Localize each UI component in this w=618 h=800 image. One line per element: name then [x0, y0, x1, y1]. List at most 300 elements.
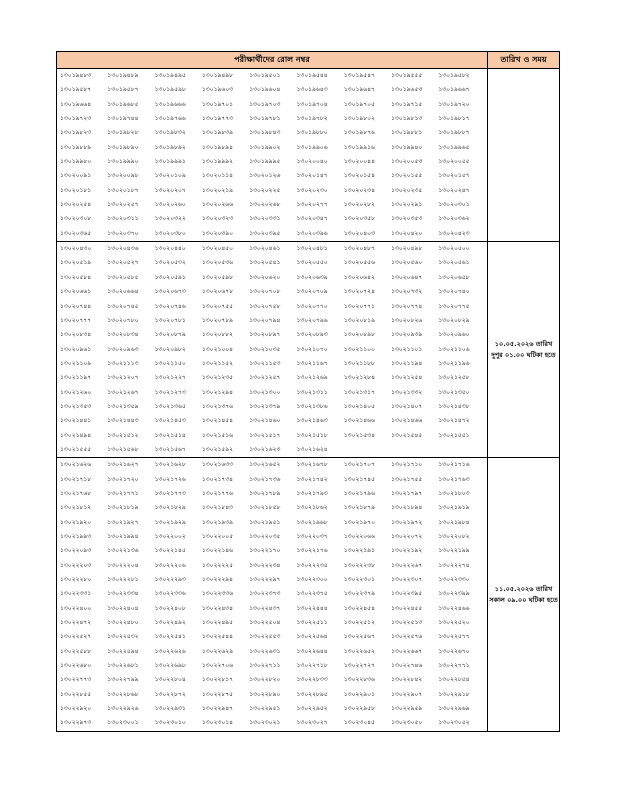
roll-number: ১৩০২০২৬৮	[249, 201, 281, 209]
roll-number: ১৩০২০২৩০	[296, 186, 328, 194]
roll-number: ১৩০২১৭৬৮	[60, 489, 92, 497]
roll-number: ১৩০২০৪৬১	[249, 245, 281, 253]
roll-number: ১৩০২১৫৫১	[438, 431, 470, 439]
roll-number: ১৩০২১৯২০	[60, 518, 92, 526]
roll-number: ১৩০২১৩১৭	[343, 388, 375, 396]
roll-number: ১৩০২১২৫৪	[391, 374, 423, 382]
roll-number: ১৩০২২২৯৪	[201, 576, 234, 584]
roll-number: ১৩০২১৫৬৭	[154, 445, 186, 453]
roll-number: ১৩০২২৯৫৯	[391, 705, 423, 713]
roll-number: ১৩০১৯৭২৩	[60, 115, 92, 123]
roll-number: ১৩০২০৬২০	[249, 273, 281, 281]
roll-number: ১৩০২০২৩৫	[391, 186, 423, 194]
roll-number: ১৩০২২২৮১	[107, 576, 139, 584]
roll-number: ১৩০২২৩৯৫	[391, 590, 423, 598]
roll-number: ১৩০২১৬৭৮	[296, 461, 328, 469]
roll-number: ১৩০২২১৯২	[391, 547, 423, 555]
roll-number: ১৩০২৩০৫২	[438, 719, 470, 727]
roll-number: ১৩০২২৯৭৩	[60, 719, 92, 727]
roll-number: ১৩০২০৭৮৯	[201, 316, 234, 324]
roll-number: ১৩০২০৬৪৭	[391, 273, 423, 281]
roll-number: ১৩০২১৩৭৬	[201, 402, 234, 410]
roll-line	[57, 242, 487, 256]
roll-number: ১৩০২৩০৪৫	[343, 719, 375, 727]
roll-number: ১৩০২১৩১১	[296, 388, 328, 396]
roll-number: ১৩০২০৪৮১	[296, 245, 328, 253]
roll-number: ১৩০২০১০৯	[154, 172, 186, 180]
date-time-header: তারিখ ও সময়	[488, 52, 560, 69]
roll-line	[57, 328, 487, 342]
roll-number: ১৩০২০৬৩৯	[296, 273, 328, 281]
roll-number: ১৩০২২৭১১	[249, 662, 281, 670]
roll-number: ১৩০২১৯৭০	[343, 518, 375, 526]
roll-number: ১৩০২১৪০৫	[343, 402, 375, 410]
roll-number: ১৩০২০২৩৪	[343, 186, 375, 194]
roll-line	[57, 573, 487, 587]
roll-number: ১৩০২০৯৬৩	[107, 345, 139, 353]
roll-number: ১৩০২২৩৭৩	[249, 590, 281, 598]
roll-number	[438, 443, 485, 457]
roll-number: ১৩০২১৮১৯	[107, 504, 139, 512]
roll-number: ১৩০২২০৮২	[438, 533, 470, 540]
roll-number: ১৩০২১৯৩৯	[201, 518, 234, 526]
roll-line	[57, 702, 487, 716]
roll-number: ১৩০২৩০০১	[107, 719, 139, 727]
roll-number: ১৩০২২৬৮১	[107, 662, 139, 670]
roll-number: ১৩০২২৬৮০	[60, 662, 92, 670]
roll-line	[57, 516, 487, 530]
roll-number: ১৩০২১০৩৫	[249, 345, 281, 353]
roll-number: ১৩০১৯৮৮৯	[60, 143, 92, 151]
roll-number: ১৩০২০৯৬১	[60, 345, 92, 353]
roll-number: ১৩০২০৭৪৬	[154, 302, 186, 310]
roll-number: ১৩০২০৩০৮	[60, 215, 92, 223]
roll-number: ১৩০১৯৭০১	[201, 100, 234, 108]
roll-number: ১৩০২২৭৭১	[438, 662, 470, 670]
roll-number: ১৩০২০৩৯০	[201, 229, 234, 237]
roll-number: ১৩০২১৪৬৬	[391, 417, 423, 425]
roll-number: ১৩০২১৪৪৩	[107, 417, 139, 425]
roll-number: ১৩০২০৫৬০	[391, 259, 423, 267]
roll-number: ১৩০২২১৭০	[249, 547, 281, 555]
roll-number: ১৩০১৯৮৩২	[154, 129, 186, 137]
roll-number: ১৩০২১৩৫৩	[60, 402, 92, 410]
roll-number: ১৩০২২৭১৮	[296, 662, 328, 670]
roll-number: ১৩০২২৫০৪	[249, 619, 281, 627]
roll-number: ১৩০২০৮৯৩	[296, 331, 328, 339]
roll-number: ১৩০২২৮৩৩	[296, 676, 328, 684]
roll-number: ১৩০২০৫২৭	[107, 259, 139, 267]
roll-number: ১৩০২০৩৫৩	[391, 215, 423, 223]
roll-number: ১৩০১৯৫০১	[249, 72, 281, 79]
exam-date: ১০.০৫.২০২৬ তারিখ	[494, 339, 553, 348]
roll-number: ১৩০২১৭৯৩	[296, 489, 328, 497]
roll-number: ১৩০২০৪২০	[391, 229, 423, 237]
roll-line	[57, 559, 487, 573]
roll-number: ১৩০২০৩২২	[154, 215, 186, 223]
roll-number: ১৩০২১১৫২	[201, 359, 234, 367]
roll-number: ১৩০১৯৭৭৩	[201, 115, 234, 123]
roll-number: ১৩০২১৩৫৯	[107, 402, 139, 410]
roll-number: ১৩০২০৭৮০	[107, 316, 139, 324]
roll-number: ১৩০২০২৬৬	[201, 201, 234, 209]
exam-date-cell	[488, 458, 560, 732]
roll-number: ১৩০২১৯৭২	[391, 518, 423, 526]
roll-number: ১৩০২২৮৩৬	[343, 676, 375, 684]
roll-number: ১৩০২০১৫৪	[343, 172, 375, 180]
roll-number: ১৩০২২৩৭৫	[296, 590, 328, 598]
roll-number: ১৩০২১২৯৪	[201, 388, 234, 396]
roll-number: ১৩০২২১৭৬	[296, 547, 328, 555]
roll-number: ১৩০২০৫৪১	[249, 259, 281, 267]
roll-number: ১৩০২১৫৩৪	[343, 431, 375, 439]
roll-number: ১৩০২০৫১৯	[60, 259, 92, 267]
roll-number: ১৩০২০০৯৮	[107, 172, 139, 180]
roll-number	[391, 443, 438, 457]
roll-number: ১৩০২১১০৯	[60, 359, 92, 367]
roll-number: ১৩০১৯৮৮১	[391, 129, 423, 137]
roll-number: ১৩০২২৪০০	[60, 604, 92, 612]
roll-number: ১৩০২৩০২৭	[296, 719, 328, 727]
roll-number: ১৩০২০৭৪০	[438, 288, 470, 296]
roll-number: ১৩০১৯৬৪৩	[296, 86, 328, 94]
roll-number: ১৩০২১২৬০	[60, 388, 92, 396]
roll-number: ১৩০২০২২৫	[249, 186, 281, 194]
roll-number: ১৩০১৯৯৯০	[107, 158, 139, 166]
roll-number: ১৩০২১৩৫০	[438, 388, 470, 396]
roll-line	[57, 487, 487, 501]
roll-line	[57, 414, 487, 428]
roll-number: ১৩০২০৭৩২	[391, 288, 423, 296]
roll-number: ১৩০২১৭৮৯	[249, 489, 281, 497]
roll-number: ১৩০১৯৭১৫	[391, 100, 423, 108]
exam-time: দুপুর ০১.০০ ঘটিকা হতে	[491, 350, 556, 359]
roll-number: ১৩০২২৯২৬	[107, 705, 139, 713]
roll-number: ১৩০২১৮২৯	[154, 504, 186, 512]
roll-number: ১৩০২১৫৯২	[201, 445, 234, 453]
roll-number: ১৩০১৯৪৯৫	[154, 72, 186, 79]
roll-number: ১৩০২০৫০০	[438, 245, 470, 253]
roll-number: ১৩০২০৪৮৭	[343, 245, 375, 253]
roll-number: ১৩০২১৪০৭	[391, 402, 423, 410]
roll-number: ১৩০২১৫৫৫	[60, 445, 92, 453]
roll-number: ১৩০১৯৮৮৭	[438, 129, 470, 137]
roll-number: ১৩০২১৮১২	[60, 504, 92, 512]
roll-number: ১৩০২০৪৫০	[201, 245, 234, 253]
exam-date: ১১.০৫.২০২৬ তারিখ	[494, 584, 553, 593]
roll-number: ১৩০২০২৮২	[343, 201, 375, 209]
roll-number: ১৩০২০৫৬১	[438, 259, 470, 267]
roll-line	[57, 645, 487, 659]
roll-number: ১৩০২১৬২৬	[60, 461, 92, 469]
roll-number: ১৩০২১৭০৭	[343, 461, 375, 469]
roll-number: ১৩০২০০৪৪	[343, 158, 375, 166]
roll-number: ১৩০২২৩০০	[296, 576, 328, 584]
roll-number: ১৩০১৯৮৯২	[154, 143, 186, 151]
roll-number: ১৩০২২৬৫২	[343, 647, 375, 655]
roll-number: ১৩০২২৫২০	[438, 619, 470, 627]
roll-number: ১৩০২০৪৩৬	[107, 245, 139, 253]
exam-group-row	[57, 69, 560, 242]
roll-line	[57, 473, 487, 487]
roll-number: ১৩০১৯৬০৩	[201, 86, 234, 94]
roll-number: ১৩০২২৪৯৫	[201, 619, 234, 627]
roll-line	[57, 587, 487, 601]
roll-number: ১৩০২০৩৯৬	[296, 229, 328, 237]
roll-number: ১৩০২০৪২৩	[438, 229, 470, 237]
roll-number: ১৩০১৯৮৮০	[296, 129, 328, 137]
roll-number: ১৩০২১২০৭	[107, 374, 139, 382]
roll-number: ১৩০২১৭৯৬	[343, 489, 375, 497]
roll-line	[57, 400, 487, 414]
roll-number: ১৩০২১২৬৯	[296, 374, 328, 382]
roll-number: ১৩০১৯৬৮৫	[107, 100, 139, 108]
roll-number: ১৩০১৯৭৮২	[296, 115, 328, 123]
roll-number: ১৩০২১১৬৭	[296, 359, 328, 367]
roll-number: ১৩০২২৬৬৭	[391, 647, 423, 655]
roll-number: ১৩০১৯৯০২	[249, 143, 281, 151]
roll-number: ১৩০২১৯৬৮	[296, 518, 328, 526]
roll-number: ১৩০২২৬২৬	[154, 647, 186, 655]
roll-number: ১৩০২০৭০৮	[249, 288, 281, 296]
roll-line	[57, 112, 487, 126]
exam-date-cell	[488, 242, 560, 458]
roll-number: ১৩০২১৭২০	[107, 475, 139, 483]
roll-number: ১৩০২১৯৮৪	[438, 518, 470, 526]
roll-number: ১৩০২২৭৪৬	[391, 662, 423, 670]
roll-number: ১৩০২১৩৮৬	[296, 402, 328, 410]
roll-number: ১৩০২২৫৭৭	[438, 633, 470, 641]
roll-number: ১৩০২১৬২৭	[107, 461, 139, 469]
roll-number: ১৩০২২৩০৭	[391, 576, 423, 584]
roll-number: ১৩০২১৪৬৩	[296, 417, 328, 425]
roll-number: ১৩০২২৯১৮	[438, 690, 470, 698]
roll-number: ১৩০১৯৯১৬	[343, 143, 375, 151]
roll-line	[57, 443, 487, 457]
roll-number: ১৩০১৯৮১৭	[438, 115, 470, 123]
roll-number: ১৩০২১৪৬৬	[343, 417, 375, 425]
roll-number: ১৩০২১৫১৪	[154, 431, 186, 439]
roll-number: ১৩০২২০৬৬	[343, 533, 375, 540]
roll-number: ১৩০১৯৮১৩	[391, 115, 423, 123]
roll-number: ১৩০২১৮০৩	[438, 489, 470, 497]
roll-number: ১৩০২২৮৯০	[249, 690, 281, 698]
roll-number: ১৩০২২৫১২	[343, 619, 375, 627]
roll-numbers-cell	[57, 69, 488, 242]
roll-number: ১৩০২২০৯৩	[60, 547, 92, 555]
roll-number: ১৩০২১৭৭১	[107, 489, 139, 497]
roll-number: ১৩০২২৪৫৫	[391, 604, 423, 612]
roll-number: ১৩০১৯৯৯২	[201, 158, 234, 166]
roll-number: ১৩০২২৮৯৫	[296, 690, 328, 698]
roll-number: ১৩০২২৮৪২	[391, 676, 423, 684]
roll-line	[57, 314, 487, 328]
roll-number: ১৩০১৯৭২০	[438, 100, 470, 108]
roll-numbers-cell	[57, 242, 488, 458]
roll-number: ১৩০২১৩৬৫	[154, 402, 186, 410]
roll-number: ১৩০২২৮৫৪	[438, 676, 470, 684]
roll-number: ১৩০২০৩৭০	[107, 229, 139, 237]
exam-date-cell	[488, 69, 560, 242]
roll-number: ১৩০২১১৮৮	[343, 359, 375, 367]
roll-number: ১৩০২০২৬০	[154, 201, 186, 209]
roll-line	[57, 357, 487, 371]
roll-number: ১৩০২১৫১৭	[249, 431, 281, 439]
roll-number: ১৩০২১৪৫৩	[154, 417, 186, 425]
roll-number: ১৩০২২৬৩১	[249, 647, 281, 655]
roll-number: ১৩০২০৯৮২	[154, 345, 186, 353]
roll-number: ১৩০২০৫৮৫	[107, 273, 139, 281]
roll-number: ১৩০২২৪৩৭	[249, 604, 281, 612]
roll-number: ১৩০২১৭৬৩	[438, 475, 470, 483]
roll-line	[57, 69, 487, 83]
roll-number: ১৩০২২৯০৭	[391, 690, 423, 698]
roll-number: ১৩০২২০৭২	[391, 533, 423, 540]
roll-number: ১৩০২০৬৬৪	[107, 288, 139, 296]
roll-number: ১৩০২১০০৪	[201, 345, 234, 353]
roll-line	[57, 616, 487, 630]
roll-number: ১৩০২২৬৯৮	[154, 662, 186, 670]
roll-number: ১৩০২২৬৪৪	[296, 647, 328, 655]
roll-number: ১৩০২০২৭৭	[296, 201, 328, 209]
roll-line	[57, 141, 487, 155]
roll-number: ১৩০২২২২৫	[201, 561, 234, 569]
roll-number: ১৩০২১৫৬৮	[107, 445, 139, 453]
roll-number: ১৩০২০১৮৭	[107, 186, 139, 194]
roll-number: ১৩০২১৪৫৪	[201, 417, 234, 425]
roll-number: ১৩০২১৭১৬	[438, 461, 470, 469]
roll-number: ১৩০২১১৫৩	[249, 359, 281, 367]
roll-number: ১৩০২০৩৪৭	[296, 215, 328, 223]
roll-number: ১৩০২২৬৭০	[438, 647, 470, 655]
roll-number: ১৩০২২৭৭৩	[60, 676, 92, 684]
roll-number: ১৩০২২২৭৪	[438, 561, 470, 569]
roll-number: ১৩০২০৫৫৬	[343, 259, 375, 267]
roll-number: ১৩০২২৫৭৬	[391, 633, 423, 641]
roll-number: ১৩০২১১০১	[391, 345, 423, 353]
roll-number: ১৩০২২২০৪	[107, 561, 139, 569]
roll-number: ১৩০১৯৭০৪	[296, 100, 328, 108]
roll-number: ১৩০২১৯২৭	[107, 518, 139, 526]
roll-number: ১৩০২১৩০০	[249, 388, 281, 396]
roll-number: ১৩০২১৭১০	[391, 461, 423, 469]
roll-number: ১৩০২০৭২৪	[343, 288, 375, 296]
roll-line	[57, 458, 487, 472]
roll-numbers-header: পরীক্ষার্থীদের রোল নম্বর	[57, 52, 488, 69]
roll-number: ১৩০২২২৬৭	[391, 561, 423, 569]
roll-number: ১৩০২২৯৬৯	[438, 705, 470, 713]
roll-line	[57, 126, 487, 140]
roll-number: ১৩০২০৩০১	[438, 201, 470, 209]
roll-number: ১৩০২২৮৭৫	[201, 690, 234, 698]
roll-line	[57, 300, 487, 314]
roll-number: ১৩০২১৬২৪	[296, 445, 328, 453]
roll-number: ১৩০২০৩৫৮	[343, 215, 375, 223]
roll-number: ১৩০১৯৮৯০	[107, 143, 139, 151]
roll-number: ১৩০২১৮৭৯	[343, 504, 375, 512]
roll-number: ১৩০১৯৮৯৪	[201, 143, 234, 151]
roll-number: ১৩০১৯৯০৬	[296, 143, 328, 151]
roll-number: ১৩০২১৮৪৩	[201, 504, 234, 512]
roll-number: ১৩০২১৫৪৫	[391, 431, 423, 439]
roll-number: ১৩০১৯৯৯৫	[249, 158, 281, 166]
roll-number-table	[56, 51, 560, 732]
roll-number: ১৩০২০৭৭০	[296, 302, 328, 310]
roll-line	[57, 271, 487, 285]
roll-number: ১৩০২১১৯৬	[438, 359, 470, 367]
roll-number: ১৩০২১৭৪২	[296, 475, 328, 483]
roll-number: ১৩০২২৪৩৪	[201, 604, 234, 612]
roll-line	[57, 285, 487, 299]
roll-number: ১৩০১৯৭৪৪	[107, 115, 139, 123]
roll-number: ১৩০২১৭৫৫	[391, 475, 423, 483]
roll-line	[57, 98, 487, 112]
roll-number: ১৩০২২০০২	[154, 533, 186, 540]
roll-number: ১৩০২১৮৯৪	[391, 504, 423, 512]
roll-number: ১৩০২৩০২১	[249, 719, 281, 727]
roll-number: ১৩০২২২৯৭	[249, 576, 281, 584]
roll-number: ১৩০২০৮২৬	[391, 316, 423, 324]
roll-number: ১৩০২০৪০৩	[343, 229, 375, 237]
roll-number: ১৩০২২৩৯৯	[438, 590, 470, 598]
roll-number: ১৩০২০৭৯৬	[296, 316, 328, 324]
roll-number: ১৩০২২৯৫৮	[343, 705, 375, 713]
roll-number: ১৩০২১৫১২	[107, 431, 139, 439]
roll-number: ১৩০২২৭০৬	[201, 662, 234, 670]
roll-number: ১৩০২২০৩৫	[249, 533, 281, 540]
roll-number: ১৩০২২৫৯৪	[107, 647, 139, 655]
roll-number: ১৩০২০৬৬১	[60, 288, 92, 296]
roll-number: ১৩০২২২৩৪	[249, 561, 281, 569]
roll-line	[57, 227, 487, 241]
roll-number: ১৩০২২৫৬৭	[343, 633, 375, 641]
roll-number: ১৩০২১৪৯৪	[60, 431, 92, 439]
roll-number: ১৩০১৯৬৬৭	[438, 86, 470, 94]
roll-number: ১৩০২১৪৬০	[249, 417, 281, 425]
roll-line	[57, 544, 487, 558]
roll-number: ১৩০২২৫৮৮	[60, 647, 92, 655]
exam-time: সকাল ০৯.০০ ঘটিকা হতে	[489, 595, 558, 604]
roll-number: ১৩০২১৯২৯	[154, 518, 186, 526]
roll-number: ১৩০২০০৪০	[296, 158, 328, 166]
roll-line	[57, 212, 487, 226]
roll-number: ১৩০১৯৯৯১	[154, 158, 186, 166]
roll-number: ১৩০২০৬৪২	[343, 273, 375, 281]
roll-number: ১৩০২২৪৭২	[60, 619, 92, 627]
roll-number: ১৩০২২৮২০	[249, 676, 281, 684]
roll-number: ১৩০২০৯৬০	[438, 331, 470, 339]
roll-number: ১৩০১৯৫৯৮	[154, 86, 186, 94]
roll-number: ১৩০২২৯৪৭	[201, 705, 234, 713]
roll-number: ১৩০২০৭৪৫	[107, 302, 139, 310]
roll-line	[57, 343, 487, 357]
roll-number: ১৩০২০৭৭৪	[391, 302, 423, 310]
roll-number: ১৩০২১৭৭৬	[201, 489, 234, 497]
roll-number: ১৩০২০২১৯	[201, 186, 234, 194]
roll-number: ১৩০২১৭৩৪	[201, 475, 234, 483]
roll-number: ১৩০২২৫৬৪	[296, 633, 328, 641]
roll-number: ১৩০১৯৭০৫	[343, 100, 375, 108]
roll-number: ১৩০১৯৬৫৩	[391, 86, 423, 94]
roll-number: ১৩০২২৬২৯	[201, 647, 234, 655]
roll-number: ১৩০২২৪৫৪	[343, 604, 375, 612]
roll-number: ১৩০২১১৯৪	[391, 359, 423, 367]
roll-number: ১৩০২০৬৫৮	[438, 273, 470, 281]
roll-number: ১৩০২১২৫৭	[249, 374, 281, 382]
roll-number: ১৩০২১৩৩২	[391, 388, 423, 396]
roll-number: ১৩০২২৮৬৮	[107, 690, 139, 698]
roll-number: ১৩০২১৭৯৭	[391, 489, 423, 497]
